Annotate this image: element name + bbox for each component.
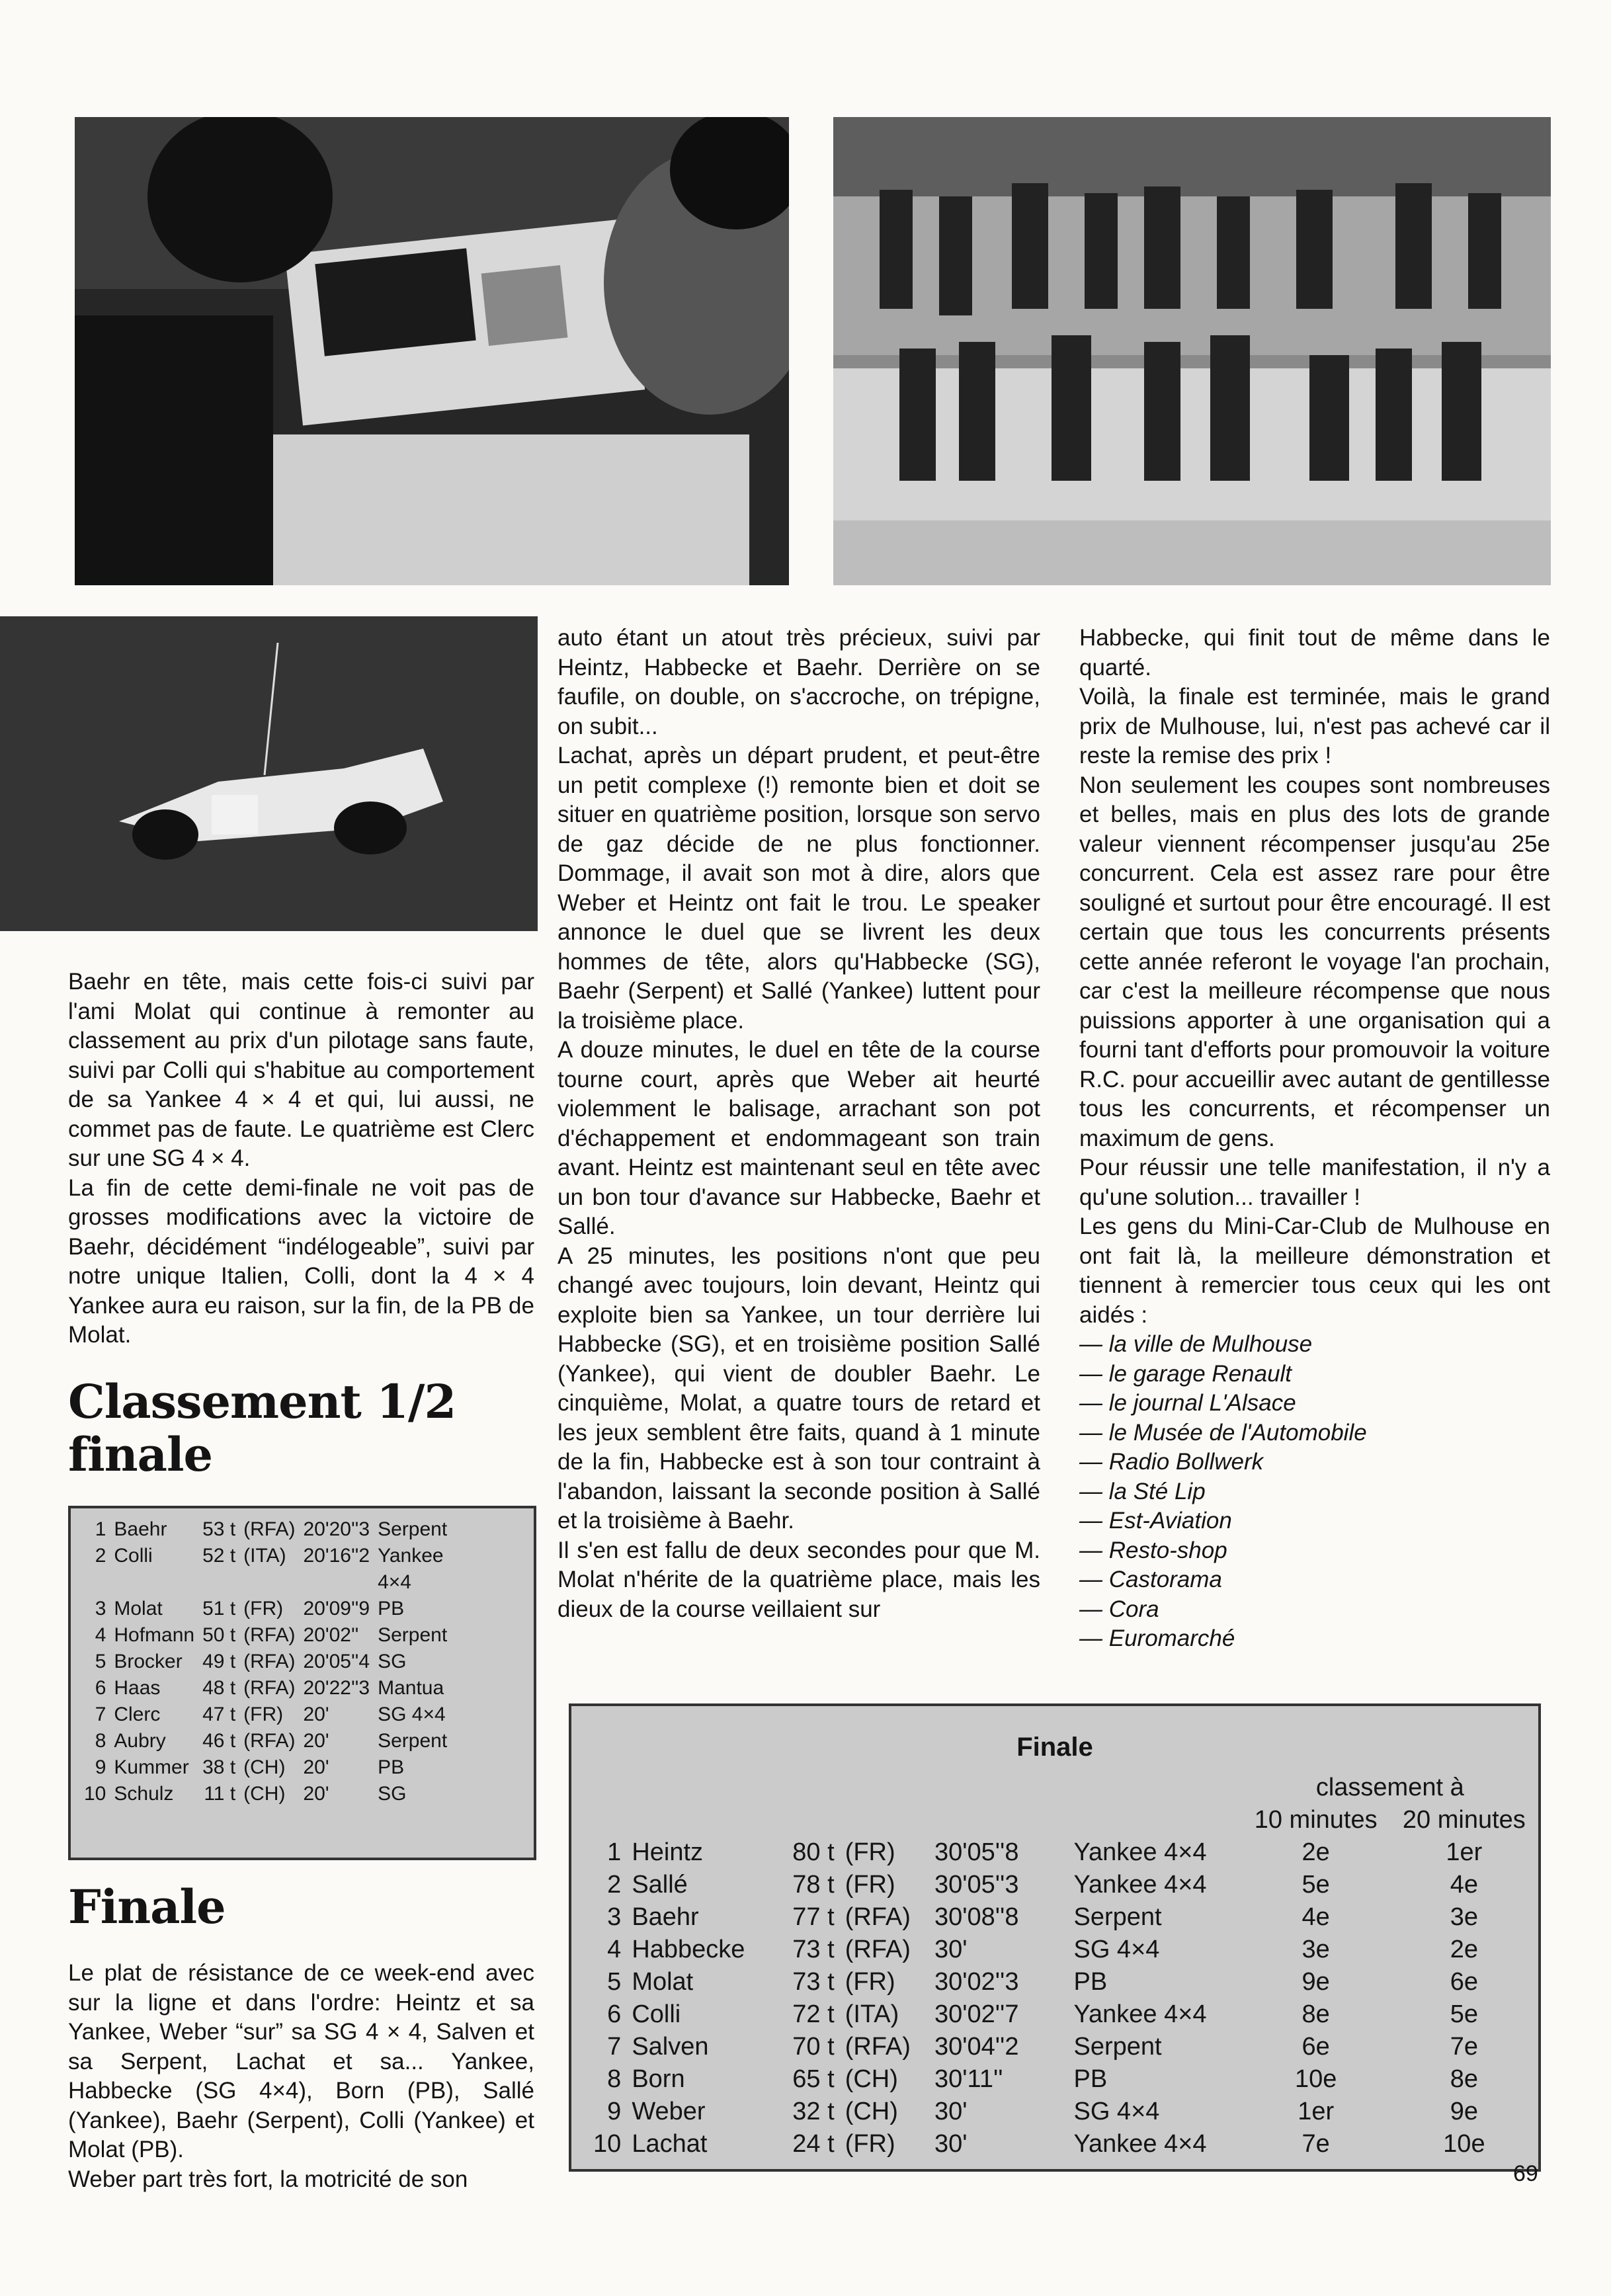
table-cell: Baehr xyxy=(632,1903,699,1931)
table-cell: 5e xyxy=(1450,2000,1479,2028)
table-cell: Molat xyxy=(114,1598,163,1620)
table-cell: (RFA) xyxy=(243,1651,296,1672)
table-cell: Molat xyxy=(632,1968,694,1996)
table-row xyxy=(80,1649,454,1675)
table-cell: 30'05''3 xyxy=(934,1871,1019,1899)
table-cell: (CH) xyxy=(845,2065,898,2093)
photo-serpent-car-8 xyxy=(0,616,538,931)
table-row xyxy=(585,1869,1538,1901)
table-cell: 9 xyxy=(95,1756,106,1778)
table-cell: 7 xyxy=(607,2033,622,2061)
table-cell: 32 t xyxy=(792,2098,835,2125)
column-header-20-minutes: 20 minutes xyxy=(1402,1806,1526,1834)
table-cell: 7e xyxy=(1301,2130,1330,2158)
table-row xyxy=(585,1998,1538,2031)
table-cell: 30'02''3 xyxy=(934,1968,1019,1996)
table-cell: 49 t xyxy=(202,1651,236,1672)
table-cell: 1er xyxy=(1298,2098,1335,2125)
table-row xyxy=(585,2031,1538,2063)
table-cell: (RFA) xyxy=(845,1903,911,1931)
table-cell: Heintz xyxy=(632,1838,704,1866)
table-cell: Serpent xyxy=(378,1624,448,1646)
table-cell: (FR) xyxy=(845,1838,895,1866)
table-cell: Yankee 4×4 xyxy=(378,1545,444,1593)
table-cell: 2e xyxy=(1450,1936,1479,1963)
table-cell: 30'11'' xyxy=(934,2065,1003,2093)
paragraph: Non seulement les coupes sont nombreuses et belles, mais en plus des lots de grande valeur viennent récompenser jusqu'au 25e concurrent. Cela est assez rare pour être souligné et surtout pour être encouragé. Il est certain que tous les concurrents présents cette année referont le voyage l'an prochain, car c'est la meilleure récompense que nous puissions apporter à une organisation qui a fourni tant d'efforts pour promouvoir la voiture R.C. pour accueillir avec autant de gentillesse tous les concurrents, et récompenser un maximum de gens. xyxy=(1079,772,1550,1151)
table-cell: Schulz xyxy=(114,1783,174,1805)
table-cell: 9e xyxy=(1450,2098,1479,2125)
table-cell: 30' xyxy=(934,2130,968,2158)
table-cell: Habbecke xyxy=(632,1936,745,1963)
table-cell: (RFA) xyxy=(845,2033,911,2061)
table-cell: Mantua xyxy=(378,1677,444,1699)
column-header-10-minutes: 10 minutes xyxy=(1254,1806,1378,1834)
table-cell: 8 xyxy=(607,2065,622,2093)
table-cell: 2 xyxy=(95,1545,106,1567)
table-cell: 20' xyxy=(303,1783,329,1805)
semi-final-table xyxy=(68,1506,536,1860)
table-cell: 20'16''2 xyxy=(303,1545,370,1567)
table-cell: 77 t xyxy=(792,1903,835,1931)
table-cell: (CH) xyxy=(243,1783,286,1805)
table-cell: SG 4×4 xyxy=(1073,1936,1160,1963)
list-item: — Euromarché xyxy=(1079,1625,1235,1651)
table-cell: (RFA) xyxy=(243,1730,296,1752)
table-row xyxy=(585,2128,1538,2160)
table-cell: 20'05''4 xyxy=(303,1651,370,1672)
table-cell: 48 t xyxy=(202,1677,236,1699)
table-cell: SG xyxy=(378,1651,407,1672)
table-cell: 20'09''9 xyxy=(303,1598,370,1620)
table-row xyxy=(80,1516,454,1543)
table-row xyxy=(585,1966,1538,1998)
list-item: — Castorama xyxy=(1079,1567,1222,1592)
paragraph: Les gens du Mini-Car-Club de Mulhouse en ont fait là, la meilleure démonstration et tiennent à remercier tous ceux qui les ont aidés : xyxy=(1079,1213,1550,1328)
table-cell: Baehr xyxy=(114,1518,167,1540)
table-cell: Yankee 4×4 xyxy=(1073,1871,1207,1899)
table-cell: 4e xyxy=(1301,1903,1330,1931)
paragraph: Il s'en est fallu de deux secondes pour que M. Molat n'hérite de la quatrième place, mais les dieux de la course veillaient sur xyxy=(558,1537,1040,1622)
paragraph: La fin de cette demi-finale ne voit pas de grosses modifications avec la victoire de Baehr, décidément “indélogeable”, suivi par notre unique Italien, Colli, dont la 4 × 4 Yankee aura eu raison, sur la fin, de la PB de Molat. xyxy=(68,1174,534,1348)
table-cell: 8e xyxy=(1301,2000,1330,2028)
table-cell: (FR) xyxy=(845,1968,895,1996)
paragraph: Baehr en tête, mais cette fois-ci suivi par l'ami Molat qui continue à remonter au classement au prix d'un pilotage sans faute, suivi par Colli qui s'habitue au comportement de sa Yankee 4 × 4 et qui, lui aussi, ne commet pas de faute. Le quatrième est Clerc sur une SG 4 × 4. xyxy=(68,969,534,1171)
table-cell: (ITA) xyxy=(243,1545,286,1567)
table-cell: Kummer xyxy=(114,1756,189,1778)
table-cell: 46 t xyxy=(202,1730,236,1752)
table-cell: 11 t xyxy=(204,1783,236,1805)
table-cell: 10e xyxy=(1443,2130,1485,2158)
table-cell: 5e xyxy=(1301,1871,1330,1899)
table-cell: 1er xyxy=(1446,1838,1483,1866)
final-table-title: Finale xyxy=(1016,1733,1093,1762)
table-cell: 50 t xyxy=(202,1624,236,1646)
table-cell: 38 t xyxy=(202,1756,236,1778)
page-number: 69 xyxy=(1513,2161,1538,2186)
table-cell: 51 t xyxy=(202,1598,236,1620)
column-1-top xyxy=(68,967,534,1350)
table-cell: 30' xyxy=(934,1936,968,1963)
table-cell: (RFA) xyxy=(243,1677,296,1699)
list-item: — Radio Bollwerk xyxy=(1079,1449,1264,1475)
table-cell: 3e xyxy=(1301,1936,1330,1963)
table-cell: 78 t xyxy=(792,1871,835,1899)
table-cell: 72 t xyxy=(792,2000,835,2028)
sponsor-list xyxy=(1079,1330,1550,1654)
paragraph: Voilà, la finale est terminée, mais le grand prix de Mulhouse, lui, n'est pas achevé car il reste la remise des prix ! xyxy=(1079,684,1550,768)
table-cell: Yankee 4×4 xyxy=(1073,1838,1207,1866)
table-cell: PB xyxy=(1073,1968,1108,1996)
table-cell: Yankee 4×4 xyxy=(1073,2130,1207,2158)
table-cell: 1 xyxy=(95,1518,106,1540)
table-cell: PB xyxy=(378,1756,405,1778)
table-cell: 47 t xyxy=(202,1703,236,1725)
paragraph: Le plat de résistance de ce week-end avec sur la ligne et dans l'ordre: Heintz et sa Yankee, Weber “sur” sa SG 4 × 4, Salven et sa Serpent, Lachat et sa... Yankee, Habbecke (SG 4×4), Born (PB), Sallé (Yankee), Baehr (Serpent), Colli (Yankee) et Molat (PB). xyxy=(68,1960,534,2162)
table-cell: (CH) xyxy=(243,1756,286,1778)
paragraph: A 25 minutes, les positions n'ont que peu changé avec toujours, loin devant, Heintz qui exploite bien sa Yankee, un tour derrière lui Habbecke (SG), et en troisième position Sallé (Yankee), qui vient de doubler Baehr. Le cinquième, Molat, a quatre tours de retard et les jeux semblent être faits, quand à 1 minute de la fin, Habbecke est à son tour contraint à l'abandon, laissant la seconde position à Sallé et la troisième à Baehr. xyxy=(558,1243,1040,1534)
table-cell: 9e xyxy=(1301,1968,1330,1996)
table-cell: 30' xyxy=(934,2098,968,2125)
table-cell: 70 t xyxy=(792,2033,835,2061)
table-cell: Aubry xyxy=(114,1730,166,1752)
table-cell: 20' xyxy=(303,1756,329,1778)
paragraph: Weber part très fort, la motricité de son xyxy=(68,2166,468,2192)
table-row xyxy=(80,1728,454,1754)
table-cell: Clerc xyxy=(114,1703,161,1725)
table-row xyxy=(585,1836,1538,1869)
table-cell: Brocker xyxy=(114,1651,183,1672)
table-row xyxy=(585,1901,1538,1934)
table-row xyxy=(80,1702,454,1728)
photo-drivers-on-stand xyxy=(833,117,1551,585)
table-cell: Serpent xyxy=(378,1730,448,1752)
table-cell: 6e xyxy=(1301,2033,1330,2061)
list-item: — Est-Aviation xyxy=(1079,1508,1232,1534)
table-cell: (FR) xyxy=(845,1871,895,1899)
table-cell: Yankee 4×4 xyxy=(1073,2000,1207,2028)
table-cell: (FR) xyxy=(243,1703,284,1725)
list-item: — Cora xyxy=(1079,1596,1159,1622)
column-1-bottom xyxy=(68,1959,534,2194)
table-cell: 2e xyxy=(1301,1838,1330,1866)
table-cell: 6 xyxy=(95,1677,106,1699)
table-cell: Colli xyxy=(114,1545,153,1567)
table-cell: 4e xyxy=(1450,1871,1479,1899)
table-cell: 30'02''7 xyxy=(934,2000,1019,2028)
paragraph: Pour réussir une telle manifestation, il n'y a qu'une solution... travailler ! xyxy=(1079,1155,1550,1210)
heading-classement: Classement 1/2 finale xyxy=(68,1374,456,1482)
table-cell: 30'04''2 xyxy=(934,2033,1019,2061)
table-cell: 80 t xyxy=(792,1838,835,1866)
table-cell: 10 xyxy=(84,1783,106,1805)
table-cell: 4 xyxy=(607,1936,622,1963)
list-item: — la Sté Lip xyxy=(1079,1478,1206,1504)
list-item: — Resto-shop xyxy=(1079,1537,1227,1563)
table-row xyxy=(585,2096,1538,2128)
table-cell: 24 t xyxy=(792,2130,835,2158)
table-cell: (FR) xyxy=(243,1598,284,1620)
table-cell: Colli xyxy=(632,2000,681,2028)
table-cell: 2 xyxy=(607,1871,622,1899)
column-3 xyxy=(1079,624,1550,1654)
paragraph: Habbecke, qui finit tout de même dans le quarté. xyxy=(1079,625,1550,680)
table-cell: 10 xyxy=(593,2130,622,2158)
table-cell: SG 4×4 xyxy=(1073,2098,1160,2125)
table-cell: Lachat xyxy=(632,2130,708,2158)
table-cell: Serpent xyxy=(1073,1903,1162,1931)
table-cell: PB xyxy=(378,1598,405,1620)
table-cell: Serpent xyxy=(378,1518,448,1540)
list-item: — le garage Renault xyxy=(1079,1360,1292,1387)
table-row xyxy=(80,1675,454,1702)
table-cell: 30'08''8 xyxy=(934,1903,1019,1931)
paragraph: Lachat, après un départ prudent, et peut-être un petit complexe (!) remonte bien et doit se situer en quatrième position, lorsque son servo de gaz décide de ne plus fonctionner. Dommage, il avait son mot à dire, alors que Weber et Heintz ont fait le trou. Le speaker annonce le duel que se livrent les deux hommes de tête, alors qu'Habbecke (SG), Baehr (Serpent) et Sallé (Yankee) luttent pour la troisième place. xyxy=(558,743,1040,1034)
table-cell: 20' xyxy=(303,1730,329,1752)
table-cell: Haas xyxy=(114,1677,161,1699)
table-cell: 30'05''8 xyxy=(934,1838,1019,1866)
list-item: — le journal L'Alsace xyxy=(1079,1390,1296,1416)
final-table xyxy=(569,1703,1541,2172)
table-row xyxy=(80,1596,454,1622)
table-cell: (FR) xyxy=(845,2130,895,2158)
table-cell: Salven xyxy=(632,2033,709,2061)
table-cell: (ITA) xyxy=(845,2000,899,2028)
table-cell: SG 4×4 xyxy=(378,1703,446,1725)
table-cell: 9 xyxy=(607,2098,622,2125)
list-item: — la ville de Mulhouse xyxy=(1079,1331,1313,1357)
table-cell: 10e xyxy=(1294,2065,1337,2093)
table-cell: (RFA) xyxy=(845,1936,911,1963)
table-cell: 8e xyxy=(1450,2065,1479,2093)
table-cell: 20'02'' xyxy=(303,1624,359,1646)
semi-final-rows xyxy=(80,1516,454,1807)
table-cell: PB xyxy=(1073,2065,1108,2093)
table-cell: 20'22''3 xyxy=(303,1677,370,1699)
table-cell: 3e xyxy=(1450,1903,1479,1931)
table-cell: 65 t xyxy=(792,2065,835,2093)
table-cell: 8 xyxy=(95,1730,106,1752)
table-cell: 1 xyxy=(607,1838,622,1866)
classement-label: classement à xyxy=(1315,1774,1464,1801)
table-row xyxy=(585,2063,1538,2096)
table-row xyxy=(80,1781,454,1807)
table-cell: 6e xyxy=(1450,1968,1479,1996)
photo-timing-computer xyxy=(75,117,789,585)
list-item: — le Musée de l'Automobile xyxy=(1079,1419,1367,1446)
table-cell: 52 t xyxy=(202,1545,236,1567)
table-cell: 73 t xyxy=(792,1968,835,1996)
table-cell: 5 xyxy=(95,1651,106,1672)
table-cell: (RFA) xyxy=(243,1624,296,1646)
table-cell: SG xyxy=(378,1783,407,1805)
table-cell: (RFA) xyxy=(243,1518,296,1540)
heading-finale: Finale xyxy=(68,1879,226,1934)
table-cell: Sallé xyxy=(632,1871,688,1899)
table-cell: 53 t xyxy=(202,1518,236,1540)
paragraph: auto étant un atout très précieux, suivi par Heintz, Habbecke et Baehr. Derrière on se faufile, on double, on s'accroche, on trépigne, on subit... xyxy=(558,625,1040,739)
table-cell: 7 xyxy=(95,1703,106,1725)
table-cell: 6 xyxy=(607,2000,622,2028)
column-2 xyxy=(558,624,1040,1624)
table-cell: Born xyxy=(632,2065,685,2093)
table-cell: Weber xyxy=(632,2098,706,2125)
table-cell: 73 t xyxy=(792,1936,835,1963)
table-cell: (CH) xyxy=(845,2098,898,2125)
table-cell: 4 xyxy=(95,1624,106,1646)
table-row xyxy=(80,1754,454,1781)
table-row xyxy=(80,1543,454,1596)
table-row xyxy=(585,1934,1538,1966)
table-row xyxy=(80,1622,454,1649)
table-cell: 5 xyxy=(607,1968,622,1996)
table-cell: 7e xyxy=(1450,2033,1479,2061)
table-cell: 20' xyxy=(303,1703,329,1725)
table-cell: 20'20''3 xyxy=(303,1518,370,1540)
final-rows xyxy=(585,1765,1538,2160)
table-cell: 3 xyxy=(607,1903,622,1931)
table-cell: Hofmann xyxy=(114,1624,195,1646)
paragraph: A douze minutes, le duel en tête de la course tourne court, après que Weber ait heurté violemment le balisage, arrachant son pot d'échappement et endommageant son train avant. Heintz est maintenant seul en tête avec un bon tour d'avance sur Habbecke, Baehr et Sallé. xyxy=(558,1037,1040,1239)
table-cell: 3 xyxy=(95,1598,106,1620)
table-cell: Serpent xyxy=(1073,2033,1162,2061)
